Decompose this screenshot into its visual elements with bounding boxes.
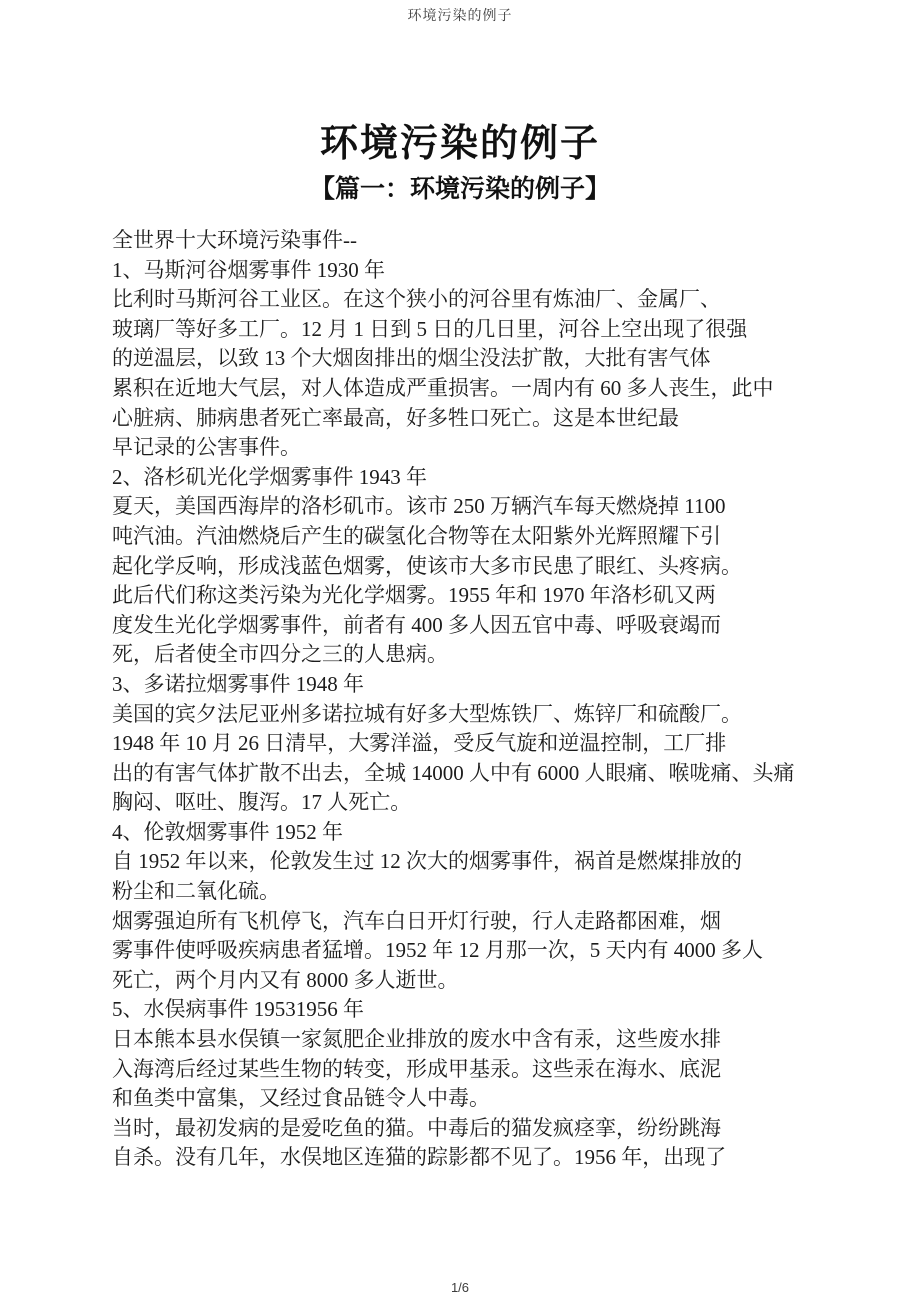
text-line: 雾事件使呼吸疾病患者猛增。1952 年 12 月那一次，5 天内有 4000 多人 [112,938,763,963]
text-line: 玻璃厂等好多工厂。12 月 1 日到 5 日的几日里，河谷上空出现了很强 [112,316,748,341]
text-line: 日本熊本县水俣镇一家氮肥企业排放的废水中含有汞，这些废水排 [112,1027,721,1052]
text-line: 1、马斯河谷烟雾事件 1930 年 [112,257,385,282]
text-line: 吨汽油。汽油燃烧后产生的碳氢化合物等在太阳紫外光辉照耀下引 [112,523,721,548]
document-body [112,226,852,1173]
text-line: 1948 年 10 月 26 日清早，大雾洋溢，受反气旋和逆温控制，工厂排 [112,731,727,756]
text-line: 入海湾后经过某些生物的转变，形成甲基汞。这些汞在海水、底泥 [112,1056,721,1081]
text-line: 胸闷、呕吐、腹泻。17 人死亡。 [112,790,412,815]
text-line: 2、洛杉矶光化学烟雾事件 1943 年 [112,464,427,489]
text-line: 烟雾强迫所有飞机停飞，汽车白日开灯行驶，行人走路都困难，烟 [112,908,721,933]
text-line: 比利时马斯河谷工业区。在这个狭小的河谷里有炼油厂、金属厂、 [112,287,721,312]
document-subtitle: 【篇一：环境污染的例子】 [309,176,610,203]
text-line: 心脏病、肺病患者死亡率最高，好多牲口死亡。这是本世纪最 [112,405,679,430]
text-line: 粉尘和二氧化硫。 [112,879,280,904]
text-line: 的逆温层，以致 13 个大烟囱排出的烟尘没法扩散，大批有害气体 [112,346,711,371]
text-line: 起化学反响，形成浅蓝色烟雾，使该市大多市民患了眼红、头疼病。 [112,553,742,578]
text-line: 早记录的公害事件。 [112,435,301,460]
text-line: 出的有害气体扩散不出去，全城 14000 人中有 6000 人眼痛、喉咙痛、头痛 [112,760,795,785]
text-line: 死，后者使全市四分之三的人患病。 [112,642,448,667]
text-line: 美国的宾夕法尼亚州多诺拉城有好多大型炼铁厂、炼锌厂和硫酸厂。 [112,701,742,726]
text-line: 当时，最初发病的是爱吃鱼的猫。中毒后的猫发疯痉挛，纷纷跳海 [112,1115,721,1140]
text-line: 4、伦敦烟雾事件 1952 年 [112,819,343,844]
text-line: 自 1952 年以来，伦敦发生过 12 次大的烟雾事件，祸首是燃煤排放的 [112,849,742,874]
text-line: 自杀。没有几年，水俣地区连猫的踪影都不见了。1956 年，出现了 [112,1145,727,1170]
text-line: 此后代们称这类污染为光化学烟雾。1955 年和 1970 年洛杉矶又两 [112,583,716,608]
text-line: 全世界十大环境污染事件-- [112,228,357,252]
running-header: 环境污染的例子 [407,9,513,24]
text-line: 夏天，美国西海岸的洛杉矶市。该市 250 万辆汽车每天燃烧掉 1100 [112,494,726,519]
text-line: 死亡，两个月内又有 8000 多人逝世。 [112,967,459,992]
text-line: 和鱼类中富集，又经过食品链令人中毒。 [112,1086,490,1111]
text-line: 3、多诺拉烟雾事件 1948 年 [112,671,364,696]
text-line: 累积在近地大气层，对人体造成严重损害。一周内有 60 多人丧生，此中 [112,375,774,400]
text-line: 5、水俣病事件 19531956 年 [112,997,364,1022]
page-number: 1/6 [450,1280,470,1295]
text-line: 度发生光化学烟雾事件，前者有 400 多人因五官中毒、呼吸衰竭而 [112,612,721,637]
document-title: 环境污染的例子 [319,123,600,165]
